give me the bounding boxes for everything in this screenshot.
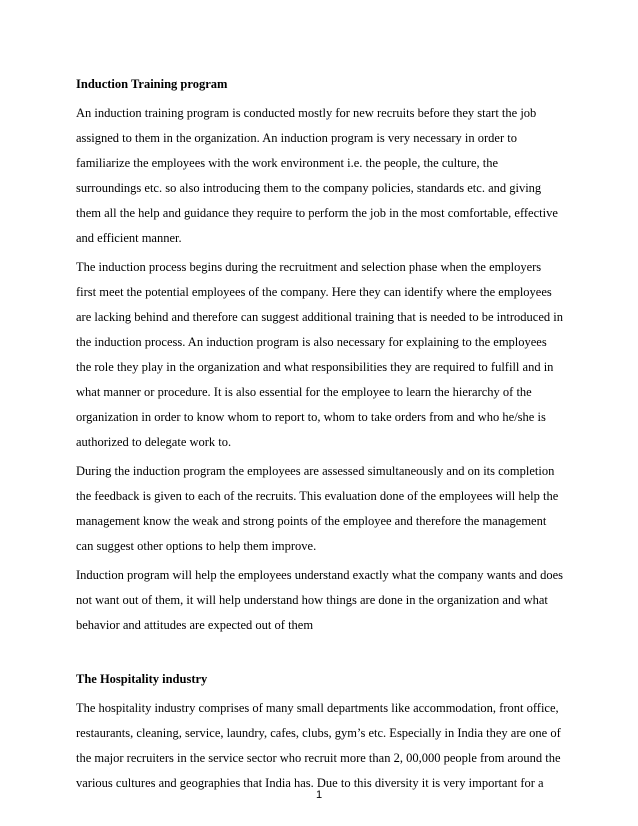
section-heading-hospitality: The Hospitality industry xyxy=(76,672,208,686)
text-line: The hospitality industry comprises of many small departments like accommodation, front office, xyxy=(76,701,559,715)
page-number: 1 xyxy=(315,789,323,801)
text-line: various cultures and geographies that India has. Due to this diversity it is very important for a xyxy=(76,776,544,790)
text-line: are lacking behind and therefore can suggest additional training that is needed to be introduced in xyxy=(76,310,563,324)
paragraph xyxy=(76,696,566,796)
paragraph xyxy=(76,563,566,638)
text-line: surroundings etc. so also introducing them to the company policies, standards etc. and giving xyxy=(76,181,542,195)
text-line: not want out of them, it will help understand how things are done in the organization and what xyxy=(76,593,548,607)
text-line: organization in order to know whom to report to, whom to take orders from and who he/she is xyxy=(76,410,546,424)
text-line: the feedback is given to each of the recruits. This evaluation done of the employees will help the xyxy=(76,489,559,503)
text-line: what manner or procedure. It is also essential for the employee to learn the hierarchy of the xyxy=(76,385,532,399)
text-line: the major recruiters in the service sector who recruit more than 2, 00,000 people from around the xyxy=(76,751,561,765)
section-spacer xyxy=(76,642,566,667)
section-heading-induction: Induction Training program xyxy=(76,77,228,91)
text-line: An induction training program is conducted mostly for new recruits before they start the job xyxy=(76,106,537,120)
text-line: the role they play in the organization and what responsibilities they are required to fulfill and in xyxy=(76,360,554,374)
text-line: and efficient manner. xyxy=(76,231,182,245)
text-line: management know the weak and strong points of the employee and therefore the management xyxy=(76,514,547,528)
paragraph xyxy=(76,101,566,251)
text-line: restaurants, cleaning, service, laundry, cafes, clubs, gym’s etc. Especially in India they are one of xyxy=(76,726,561,740)
document-body xyxy=(76,72,566,800)
text-line: the induction process. An induction program is also necessary for explaining to the employees xyxy=(76,335,547,349)
text-line: can suggest other options to help them improve. xyxy=(76,539,317,553)
text-line: Induction program will help the employees understand exactly what the company wants and does xyxy=(76,568,564,582)
text-line: assigned to them in the organization. An induction program is very necessary in order to xyxy=(76,131,517,145)
text-line: The induction process begins during the recruitment and selection phase when the employers xyxy=(76,260,542,274)
text-line: During the induction program the employees are assessed simultaneously and on its completion xyxy=(76,464,555,478)
paragraph xyxy=(76,459,566,559)
text-line: authorized to delegate work to. xyxy=(76,435,232,449)
text-line: first meet the potential employees of the company. Here they can identify where the employees xyxy=(76,285,552,299)
text-line: familiarize the employees with the work environment i.e. the people, the culture, the xyxy=(76,156,499,170)
paragraph xyxy=(76,255,566,455)
text-line: behavior and attitudes are expected out of them xyxy=(76,618,314,632)
text-line: them all the help and guidance they require to perform the job in the most comfortable, effective xyxy=(76,206,558,220)
